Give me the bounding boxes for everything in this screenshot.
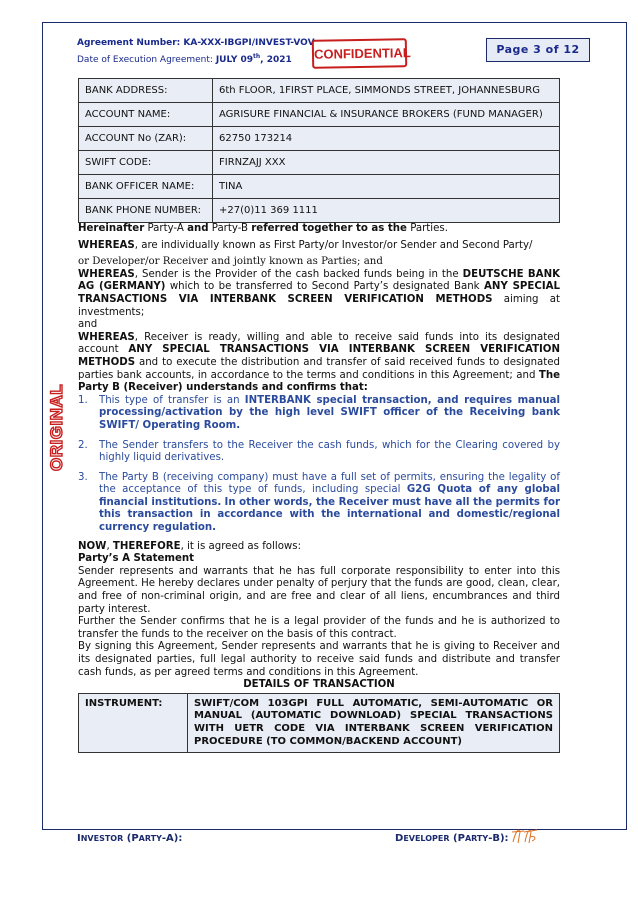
original-stamp-text: ORIGINAL bbox=[47, 383, 66, 471]
details-of-transaction-title: DETAILS OF TRANSACTION bbox=[243, 679, 395, 691]
investor-signature-line: INVESTOR (PARTY-A): bbox=[77, 833, 183, 844]
bank-address-label: BANK ADDRESS: bbox=[79, 79, 213, 103]
page-number: Page 3 of 12 bbox=[486, 38, 590, 62]
now-therefore-line: NOW, THEREFORE, it is agreed as follows: bbox=[78, 540, 301, 552]
table-row bbox=[79, 175, 560, 199]
table-row bbox=[79, 151, 560, 175]
hereinafter-paragraph: Hereinafter Party-A and Party-B referred together to as the Parties. bbox=[78, 223, 448, 234]
execution-date-suffix: th bbox=[253, 53, 261, 60]
account-number-value: 62750 173214 bbox=[213, 127, 560, 151]
whereas-paragraph-1: WHEREAS, are individually known as First Party/or Investor/or Sender and Second Party/ bbox=[78, 239, 533, 251]
swift-code-value: FIRNZAJJ XXX bbox=[213, 151, 560, 175]
instrument-label: INSTRUMENT: bbox=[79, 693, 188, 752]
execution-date-year: , 2021 bbox=[260, 55, 292, 65]
bank-officer-label: BANK OFFICER NAME: bbox=[79, 175, 213, 199]
agreement-number: Agreement Number: KA-XXX-IBGPI/INVEST-VOV bbox=[77, 38, 315, 48]
execution-date-label: Date of Execution Agreement: bbox=[77, 55, 213, 65]
agreement-body bbox=[78, 223, 560, 753]
whereas-paragraph-1-line2: or Developer/or Receiver and jointly known as Parties; and bbox=[78, 256, 383, 268]
bank-details-table bbox=[78, 78, 560, 223]
list-item: 3. The Party B (receiving company) must have a full set of permits, ensuring the legality of the acceptance of this type of funds, including special G2G Quota of any global financial institutions. In other words, the Receiver must have all the permits for this transaction in accordance with the international and domestic/regional currency regulation. bbox=[78, 471, 560, 534]
bank-phone-label: BANK PHONE NUMBER: bbox=[79, 199, 213, 223]
bank-phone-value: +27(0)11 369 1111 bbox=[213, 199, 560, 223]
table-row bbox=[79, 79, 560, 103]
account-name-value: AGRISURE FINANCIAL & INSURANCE BROKERS (FUND MANAGER) bbox=[213, 103, 560, 127]
list-item: 1. This type of transfer is an INTERBANK special transaction, and requires manual processing/activation by the high level SWIFT officer of the Receiving bank SWIFT/ Operating Room. bbox=[78, 394, 560, 431]
execution-date-value: JULY 09 bbox=[215, 55, 253, 65]
whereas-paragraph-2: WHEREAS, Sender is the Provider of the cash backed funds being in the DEUTSCHE BANK AG (GERMANY) which to be transferred to Second Party’s designated Bank ANY SPECIAL TRANSACTIONS VIA INTERBANK SCREEN VERIFICATION METHODS aiming at investments; bbox=[78, 268, 561, 318]
execution-date bbox=[77, 53, 292, 65]
account-name-label: ACCOUNT NAME: bbox=[79, 103, 213, 127]
instrument-value: SWIFT/COM 103GPI FULL AUTOMATIC, SEMI-AUTOMATIC OR MANUAL (AUTOMATIC DOWNLOAD) SPECIAL TRANSACTIONS WITH UETR CODE VIA INTERBANK SCREEN VERIFICATION PROCEDURE (TO COMMON/BACKEND ACCOUNT) bbox=[188, 693, 560, 752]
table-row bbox=[79, 693, 560, 752]
account-number-label: ACCOUNT No (ZAR): bbox=[79, 127, 213, 151]
table-row bbox=[79, 199, 560, 223]
instrument-table bbox=[78, 693, 560, 753]
confidential-stamp: CONFIDENTIAL bbox=[312, 38, 407, 69]
developer-signature-line: DEVELOPER (PARTY-B): bbox=[395, 833, 509, 844]
bank-officer-value: TINA bbox=[213, 175, 560, 199]
list-item: 2. The Sender transfers to the Receiver the cash funds, which for the Clearing covered by highly liquid derivatives. bbox=[78, 439, 560, 464]
swift-code-label: SWIFT CODE: bbox=[79, 151, 213, 175]
developer-signature bbox=[510, 826, 540, 846]
bank-address-value: 6th FLOOR, 1FIRST PLACE, SIMMONDS STREET, JOHANNESBURG bbox=[213, 79, 560, 103]
table-row bbox=[79, 127, 560, 151]
whereas-paragraph-3: WHEREAS, Receiver is ready, willing and able to receive said funds into its designated account ANY SPECIAL TRANSACTIONS VIA INTERBANK SCREEN VERIFICATION METHODS and to execute the distribution and transfer of said received funds to designated parties bank accounts, in accordance to the terms and conditions in this Agreement; and The Party B (Receiver) understands and confirms that: bbox=[78, 331, 560, 394]
statement-paragraph-3: By signing this Agreement, Sender represents and warrants that he is giving to Receiver and its designated parties, full legal authority to receive said funds and distribute and transfer cash funds, as per agreed terms and conditions in this Agreement. bbox=[78, 641, 560, 678]
table-row bbox=[79, 103, 560, 127]
statement-paragraph-2: Further the Sender confirms that he is a legal provider of the funds and he is authorized to transfer the funds to the receiver on the basis of this contract. bbox=[78, 616, 560, 640]
statement-paragraph-1: Sender represents and warrants that he has full corporate responsibility to enter into this Agreement. He hereby declares under penalty of perjury that the funds are good, clean, clear, and free of non-criminal origin, and are free and clear of all liens, encumbrances and third party interest. bbox=[78, 565, 560, 615]
original-stamp bbox=[44, 379, 68, 474]
terms-list bbox=[78, 395, 560, 535]
and-line: and bbox=[78, 319, 98, 331]
party-a-statement-heading: Party’s A Statement bbox=[78, 553, 195, 565]
